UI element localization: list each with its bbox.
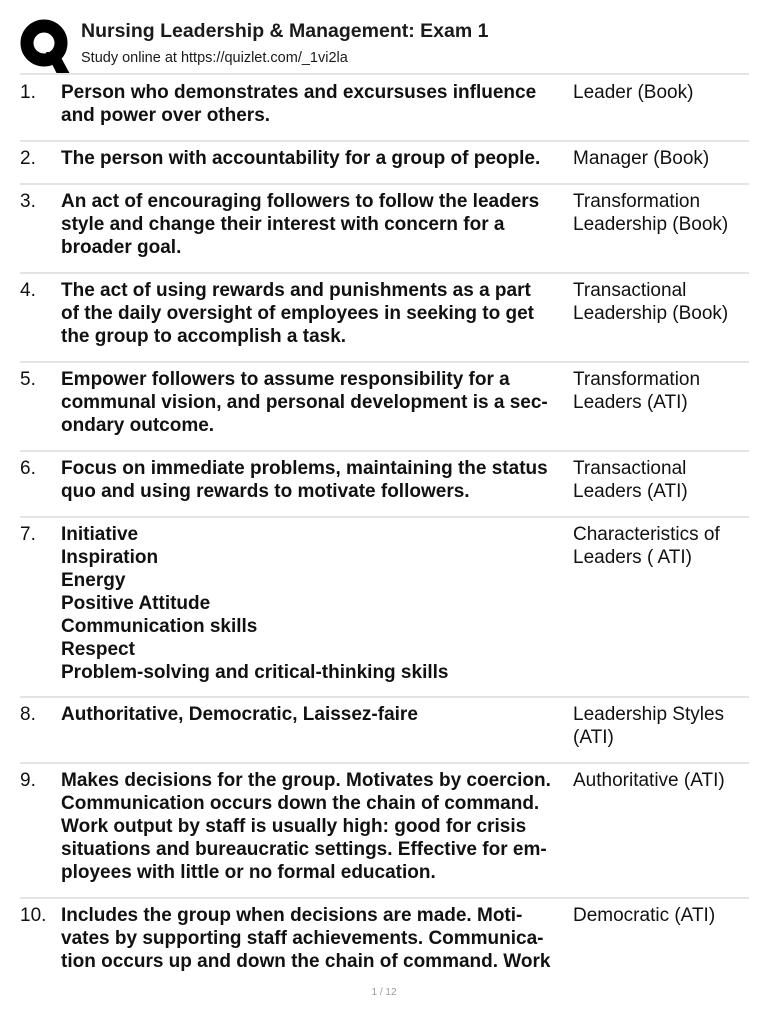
row-divider: [20, 183, 749, 185]
term-line: Energy: [61, 570, 126, 591]
definition-line: (ATI): [573, 727, 614, 748]
card-definition: [573, 904, 751, 927]
card-definition: [573, 147, 751, 170]
term-line: ployees with little or no formal education.: [61, 862, 436, 883]
page-header: [0, 0, 768, 74]
term-line: Positive Attitude: [61, 593, 211, 614]
row-divider: [20, 762, 749, 764]
term-line: Work output by staff is usually high: good for crisis: [61, 816, 527, 837]
page-number: 1 / 12: [371, 987, 397, 998]
card-definition: [573, 703, 751, 749]
definition-line: Characteristics of: [573, 524, 720, 545]
card-term: [61, 279, 569, 348]
term-line: Person who demonstrates and excursuses influence: [61, 82, 537, 103]
term-line: and power over others.: [61, 105, 271, 126]
card-definition: [573, 81, 751, 104]
flashcard-row: [20, 457, 749, 503]
card-definition: [573, 457, 751, 503]
card-definition: [573, 523, 751, 569]
card-definition: [573, 190, 751, 236]
flashcard-row: [20, 147, 749, 170]
card-term: [61, 147, 569, 170]
card-number: 10.: [20, 905, 47, 926]
card-term: [61, 457, 569, 503]
definition-line: Leaders (ATI): [573, 481, 688, 502]
definition-line: Transactional: [573, 280, 687, 301]
card-term: [61, 368, 569, 437]
term-line: Authoritative, Democratic, Laissez-faire: [61, 704, 418, 725]
definition-line: Democratic (ATI): [573, 905, 716, 926]
card-number: 6.: [20, 458, 36, 479]
card-number: 9.: [20, 770, 36, 791]
term-line: An act of encouraging followers to follow the leaders: [61, 191, 540, 212]
definition-line: Authoritative (ATI): [573, 770, 725, 791]
term-line: Respect: [61, 639, 135, 660]
term-line: the group to accomplish a task.: [61, 326, 347, 347]
row-divider: [20, 516, 749, 518]
term-line: The person with accountability for a group of people.: [61, 148, 541, 169]
term-line: of the daily oversight of employees in seeking to get: [61, 303, 534, 324]
term-line: vates by supporting staff achievements. Communica-: [61, 928, 544, 949]
term-line: Makes decisions for the group. Motivates by coercion.: [61, 770, 551, 791]
card-number: 3.: [20, 191, 36, 212]
card-term: [61, 190, 569, 259]
row-divider: [20, 897, 749, 899]
definition-line: Leadership (Book): [573, 303, 729, 324]
term-line: tion occurs up and down the chain of command. Work: [61, 951, 551, 972]
card-term: [61, 81, 569, 127]
card-definition: [573, 769, 751, 792]
card-term: [61, 769, 569, 884]
card-number: 8.: [20, 704, 36, 725]
card-number: 2.: [20, 148, 36, 169]
term-line: Communication occurs down the chain of command.: [61, 793, 540, 814]
term-line: ondary outcome.: [61, 415, 215, 436]
row-divider: [20, 361, 749, 363]
term-line: Focus on immediate problems, maintaining the status: [61, 458, 548, 479]
flashcard-row: [20, 769, 749, 884]
definition-line: Leadership Styles: [573, 704, 725, 725]
row-divider: [20, 696, 749, 698]
flashcard-row: [20, 523, 749, 684]
card-number: 1.: [20, 82, 36, 103]
definition-line: Leaders (ATI): [573, 392, 688, 413]
row-divider: [20, 272, 749, 274]
card-definition: [573, 279, 751, 325]
card-number: 7.: [20, 524, 36, 545]
term-line: Empower followers to assume responsibility for a: [61, 369, 510, 390]
flashcard-row: [20, 368, 749, 437]
definition-line: Leader (Book): [573, 82, 694, 103]
term-line: Problem-solving and critical-thinking skills: [61, 662, 449, 683]
card-term: [61, 703, 569, 726]
term-line: The act of using rewards and punishments as a part: [61, 280, 531, 301]
term-line: Communication skills: [61, 616, 258, 637]
row-divider: [20, 450, 749, 452]
study-online-link[interactable]: Study online at https://quizlet.com/_1vi2la: [81, 50, 348, 66]
card-term: [61, 904, 569, 973]
card-definition: [573, 368, 751, 414]
card-term: [61, 523, 569, 684]
term-line: style and change their interest with concern for a: [61, 214, 505, 235]
term-line: Includes the group when decisions are made. Moti-: [61, 905, 523, 926]
document-title: Nursing Leadership & Management: Exam 1: [81, 20, 489, 42]
header-divider: [20, 73, 749, 75]
row-divider: [20, 140, 749, 142]
term-line: quo and using rewards to motivate followers.: [61, 481, 470, 502]
term-line: Initiative: [61, 524, 139, 545]
definition-line: Leaders ( ATI): [573, 547, 692, 568]
term-line: communal vision, and personal development is a sec-: [61, 392, 548, 413]
flashcard-row: [20, 81, 749, 127]
definition-line: Transformation: [573, 191, 701, 212]
definition-line: Transactional: [573, 458, 687, 479]
card-number: 4.: [20, 280, 36, 301]
card-number: 5.: [20, 369, 36, 390]
term-line: Inspiration: [61, 547, 159, 568]
term-line: situations and bureaucratic settings. Effective for em-: [61, 839, 547, 860]
quizlet-q-logo-icon: [20, 16, 70, 74]
term-line: broader goal.: [61, 237, 182, 258]
definition-line: Transformation: [573, 369, 701, 390]
flashcard-row: [20, 703, 749, 749]
flashcard-row: [20, 279, 749, 348]
definition-line: Manager (Book): [573, 148, 710, 169]
flashcard-row: [20, 190, 749, 259]
definition-line: Leadership (Book): [573, 214, 729, 235]
flashcard-row: [20, 904, 749, 973]
